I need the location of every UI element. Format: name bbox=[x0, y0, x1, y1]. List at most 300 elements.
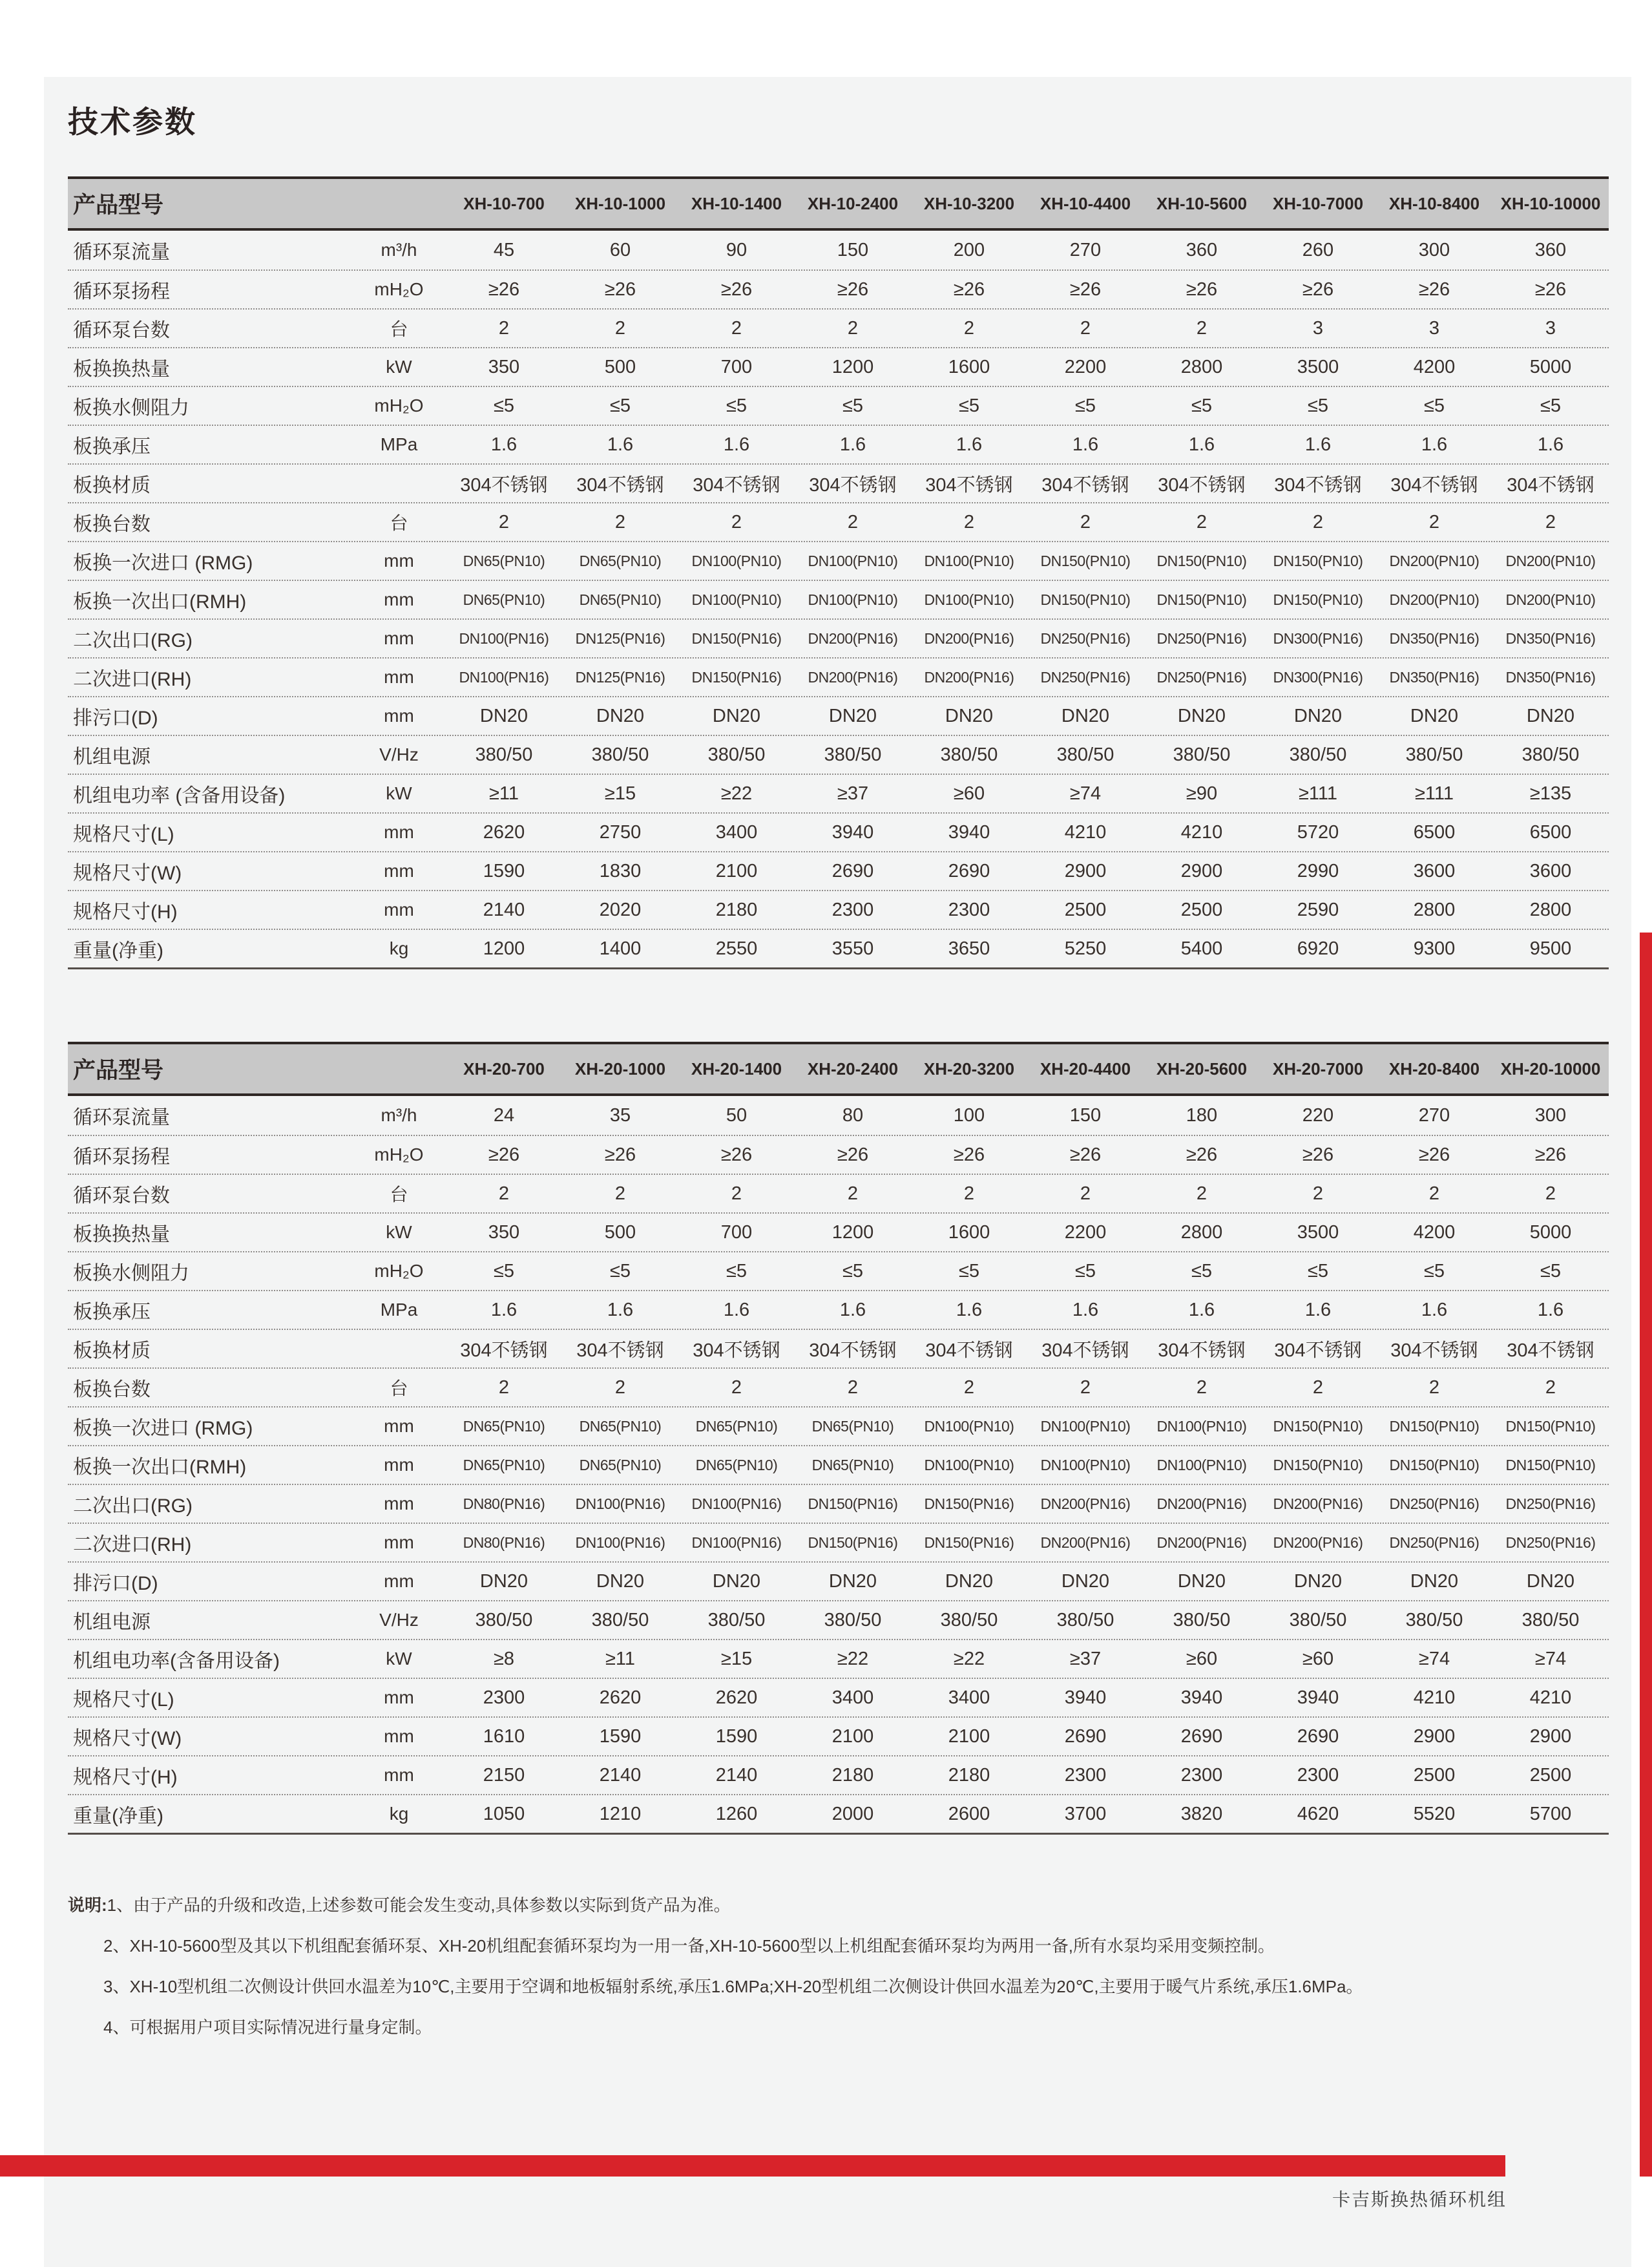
cell-value: 90 bbox=[726, 239, 748, 260]
cell-value: 2690 bbox=[948, 860, 990, 881]
cell-value: 350 bbox=[488, 1221, 520, 1243]
table-row bbox=[68, 1523, 1609, 1561]
cell-value: 380/50 bbox=[475, 1609, 533, 1630]
cell-value: 2180 bbox=[715, 899, 758, 920]
cell-value: 4210 bbox=[1180, 821, 1223, 843]
row-unit: mH₂O bbox=[374, 395, 424, 416]
column-header: XH-10-8400 bbox=[1388, 193, 1480, 213]
cell-value: 2 bbox=[498, 317, 510, 339]
cell-value: 2 bbox=[731, 1183, 742, 1204]
cell-value: DN100(PN16) bbox=[459, 629, 549, 647]
cell-value: ≥26 bbox=[604, 1144, 636, 1165]
column-header: XH-10-10000 bbox=[1500, 193, 1601, 213]
cell-value: 304不锈钢 bbox=[925, 474, 1013, 496]
cell-value: DN20 bbox=[1526, 1570, 1575, 1592]
row-label: 二次出口(RG) bbox=[73, 1495, 193, 1517]
cell-value: DN100(PN10) bbox=[808, 591, 898, 608]
cell-value: 1830 bbox=[599, 860, 642, 881]
cell-value: 4200 bbox=[1413, 1221, 1456, 1243]
cell-value: ≥26 bbox=[720, 1144, 753, 1165]
cell-value: DN20 bbox=[596, 705, 645, 726]
cell-value: 3700 bbox=[1064, 1803, 1107, 1824]
row-label: 板换材质 bbox=[73, 475, 151, 496]
cell-value: DN200(PN16) bbox=[1273, 1495, 1363, 1512]
cell-value: DN150(PN10) bbox=[1389, 1417, 1479, 1435]
cell-value: 304不锈钢 bbox=[460, 474, 548, 496]
row-label: 板换水侧阻力 bbox=[73, 1263, 189, 1284]
cell-value: DN150(PN16) bbox=[924, 1534, 1014, 1551]
cell-value: 4210 bbox=[1413, 1687, 1456, 1708]
table-row bbox=[68, 1755, 1609, 1794]
cell-value: 3820 bbox=[1180, 1803, 1223, 1824]
cell-value: 2900 bbox=[1180, 860, 1223, 881]
cell-value: DN20 bbox=[1293, 705, 1343, 726]
cell-value: 2 bbox=[498, 511, 510, 532]
cell-value: DN65(PN10) bbox=[811, 1456, 894, 1473]
table-row bbox=[68, 1096, 1609, 1135]
column-header: XH-10-3200 bbox=[923, 193, 1015, 213]
cell-value: DN65(PN10) bbox=[579, 591, 662, 608]
cell-value: 3600 bbox=[1413, 860, 1456, 881]
table-row bbox=[68, 812, 1609, 851]
cell-value: ≤5 bbox=[1540, 1260, 1562, 1281]
table-row bbox=[68, 1212, 1609, 1251]
cell-value: DN350(PN16) bbox=[1505, 668, 1596, 686]
cell-value: 2 bbox=[498, 1376, 510, 1398]
cell-value: 380/50 bbox=[1405, 744, 1463, 765]
cell-value: ≥22 bbox=[953, 1648, 985, 1669]
cell-value: ≥74 bbox=[1534, 1648, 1567, 1669]
cell-value: 3 bbox=[1312, 317, 1324, 339]
row-unit: mm bbox=[384, 551, 414, 571]
table-row bbox=[68, 1290, 1609, 1329]
cell-value: 2300 bbox=[1064, 1764, 1107, 1786]
spec-table-xh10 bbox=[68, 176, 1609, 969]
cell-value: 380/50 bbox=[940, 1609, 998, 1630]
cell-value: DN250(PN16) bbox=[1156, 629, 1247, 647]
cell-value: 2 bbox=[1196, 1183, 1208, 1204]
cell-value: DN250(PN16) bbox=[1389, 1495, 1479, 1512]
column-header: XH-10-700 bbox=[463, 193, 545, 213]
cell-value: ≤5 bbox=[1423, 1260, 1445, 1281]
column-header: XH-10-2400 bbox=[807, 193, 899, 213]
column-header: XH-20-4400 bbox=[1040, 1059, 1131, 1079]
row-label: 板换换热量 bbox=[73, 359, 170, 380]
cell-value: 2620 bbox=[483, 821, 525, 843]
table-header-row bbox=[68, 1044, 1609, 1096]
table-row bbox=[68, 1329, 1609, 1367]
cell-value: 2100 bbox=[948, 1725, 990, 1747]
cell-value: 60 bbox=[609, 239, 631, 260]
cell-value: 1400 bbox=[599, 938, 642, 959]
row-unit: mm bbox=[384, 1726, 414, 1746]
table-row bbox=[68, 1639, 1609, 1678]
table-row bbox=[68, 1561, 1609, 1600]
cell-value: 1.6 bbox=[1537, 1299, 1564, 1320]
cell-value: 2 bbox=[1312, 511, 1324, 532]
table-row bbox=[68, 541, 1609, 580]
cell-value: ≥90 bbox=[1186, 783, 1218, 804]
table-row bbox=[68, 657, 1609, 696]
cell-value: 380/50 bbox=[591, 1609, 649, 1630]
cell-value: 3940 bbox=[1297, 1687, 1339, 1708]
column-header: XH-20-700 bbox=[463, 1059, 545, 1079]
table-row bbox=[68, 696, 1609, 735]
cell-value: 4200 bbox=[1413, 356, 1456, 377]
cell-value: 2 bbox=[847, 1183, 859, 1204]
row-label: 二次出口(RG) bbox=[73, 630, 193, 651]
cell-value: 2500 bbox=[1413, 1764, 1456, 1786]
cell-value: 5720 bbox=[1297, 821, 1339, 843]
row-unit: 台 bbox=[390, 1378, 408, 1398]
cell-value: DN100(PN16) bbox=[459, 668, 549, 686]
cell-value: 2590 bbox=[1297, 899, 1339, 920]
cell-value: 304不锈钢 bbox=[809, 1340, 897, 1361]
cell-value: ≥26 bbox=[604, 279, 636, 300]
cell-value: 1.6 bbox=[607, 434, 634, 455]
cell-value: 2500 bbox=[1180, 899, 1223, 920]
cell-value: DN150(PN16) bbox=[808, 1534, 898, 1551]
cell-value: ≤5 bbox=[1074, 1260, 1096, 1281]
cell-value: 5700 bbox=[1529, 1803, 1572, 1824]
cell-value: DN200(PN10) bbox=[1505, 552, 1596, 569]
cell-value: 80 bbox=[842, 1104, 864, 1126]
cell-value: DN65(PN10) bbox=[463, 591, 545, 608]
cell-value: DN100(PN10) bbox=[808, 552, 898, 569]
table-row bbox=[68, 347, 1609, 386]
cell-value: DN125(PN16) bbox=[575, 668, 665, 686]
cell-value: 2 bbox=[963, 511, 975, 532]
row-unit: kW bbox=[386, 1649, 412, 1669]
column-header: XH-20-10000 bbox=[1500, 1059, 1601, 1079]
cell-value: 5400 bbox=[1180, 938, 1223, 959]
footer-red-bar bbox=[0, 2155, 1505, 2177]
cell-value: 3400 bbox=[715, 821, 758, 843]
cell-value: ≥11 bbox=[488, 783, 519, 804]
table-row bbox=[68, 1406, 1609, 1445]
cell-value: 1590 bbox=[483, 860, 525, 881]
table-row bbox=[68, 890, 1609, 929]
cell-value: 300 bbox=[1534, 1104, 1567, 1126]
cell-value: ≥37 bbox=[1069, 1648, 1102, 1669]
cell-value: 2 bbox=[1080, 511, 1091, 532]
cell-value: 380/50 bbox=[707, 1609, 766, 1630]
cell-value: 4620 bbox=[1297, 1803, 1339, 1824]
cell-value: 1.6 bbox=[1537, 434, 1564, 455]
table-row bbox=[68, 1678, 1609, 1716]
column-header: XH-20-7000 bbox=[1272, 1059, 1364, 1079]
cell-value: 380/50 bbox=[1289, 744, 1347, 765]
row-unit: mm bbox=[384, 861, 414, 881]
cell-value: ≥26 bbox=[1186, 279, 1218, 300]
cell-value: 2 bbox=[1428, 1183, 1440, 1204]
cell-value: ≥15 bbox=[604, 783, 636, 804]
row-unit: mm bbox=[384, 900, 414, 920]
column-header: XH-20-5600 bbox=[1156, 1059, 1248, 1079]
cell-value: DN150(PN16) bbox=[924, 1495, 1014, 1512]
cell-value: ≥37 bbox=[837, 783, 869, 804]
row-label: 规格尺寸(H) bbox=[73, 902, 178, 923]
table-row bbox=[68, 463, 1609, 502]
row-unit: mm bbox=[384, 822, 414, 842]
cell-value: DN150(PN10) bbox=[1505, 1456, 1596, 1473]
cell-value: DN300(PN16) bbox=[1273, 668, 1363, 686]
row-label: 二次进口(RH) bbox=[73, 669, 192, 690]
cell-value: 2690 bbox=[1297, 1725, 1339, 1747]
cell-value: ≥22 bbox=[837, 1648, 869, 1669]
cell-value: DN150(PN10) bbox=[1156, 552, 1247, 569]
cell-value: 380/50 bbox=[707, 744, 766, 765]
cell-value: 2300 bbox=[1180, 1764, 1223, 1786]
cell-value: 2 bbox=[1080, 317, 1091, 339]
cell-value: ≤5 bbox=[842, 1260, 864, 1281]
cell-value: 380/50 bbox=[824, 1609, 882, 1630]
cell-value: DN200(PN16) bbox=[1040, 1495, 1131, 1512]
cell-value: DN20 bbox=[945, 1570, 994, 1592]
cell-value: 1.6 bbox=[956, 1299, 983, 1320]
cell-value: ≥26 bbox=[1302, 1144, 1334, 1165]
notes-label: 说明: bbox=[68, 1895, 107, 1915]
row-label: 规格尺寸(W) bbox=[73, 1728, 182, 1749]
page-title: 技术参数 bbox=[68, 105, 197, 139]
cell-value: ≥22 bbox=[720, 783, 753, 804]
row-label: 板换一次出口(RMH) bbox=[73, 1457, 247, 1478]
cell-value: 304不锈钢 bbox=[1158, 474, 1246, 496]
cell-value: DN150(PN16) bbox=[691, 629, 782, 647]
cell-value: 304不锈钢 bbox=[1390, 474, 1478, 496]
table-row bbox=[68, 1251, 1609, 1290]
cell-value: 380/50 bbox=[591, 744, 649, 765]
row-label: 规格尺寸(L) bbox=[73, 824, 174, 845]
cell-value: 700 bbox=[720, 356, 753, 377]
row-label: 循环泵流量 bbox=[73, 1107, 170, 1128]
column-header: XH-20-8400 bbox=[1388, 1059, 1480, 1079]
cell-value: ≤5 bbox=[1307, 1260, 1329, 1281]
column-header: XH-20-1400 bbox=[691, 1059, 782, 1079]
row-unit: mH₂O bbox=[374, 1144, 424, 1165]
cell-value: 700 bbox=[720, 1221, 753, 1243]
cell-value: 2 bbox=[1545, 511, 1556, 532]
row-label: 排污口(D) bbox=[73, 708, 158, 729]
cell-value: ≥26 bbox=[488, 279, 520, 300]
row-label: 板换材质 bbox=[73, 1340, 151, 1362]
table-row bbox=[68, 735, 1609, 774]
note-item: 4、可根据用户项目实际情况进行量身定制。 bbox=[103, 2018, 432, 2037]
cell-value: ≤5 bbox=[726, 395, 748, 416]
cell-value: 2 bbox=[1080, 1376, 1091, 1398]
row-unit: MPa bbox=[380, 434, 418, 454]
cell-value: DN20 bbox=[1410, 1570, 1459, 1592]
cell-value: 2690 bbox=[831, 860, 874, 881]
row-unit: kg bbox=[389, 1804, 409, 1824]
cell-value: ≥26 bbox=[1534, 1144, 1567, 1165]
cell-value: 2690 bbox=[1180, 1725, 1223, 1747]
table-row bbox=[68, 502, 1609, 541]
cell-value: DN200(PN16) bbox=[1156, 1495, 1247, 1512]
cell-value: DN200(PN16) bbox=[1040, 1534, 1131, 1551]
cell-value: ≥74 bbox=[1418, 1648, 1450, 1669]
cell-value: 304不锈钢 bbox=[1041, 1340, 1129, 1361]
cell-value: 2300 bbox=[1297, 1764, 1339, 1786]
cell-value: 3650 bbox=[948, 938, 990, 959]
table-row bbox=[68, 1367, 1609, 1406]
products-header-label: 产品型号 bbox=[73, 1058, 164, 1083]
cell-value: 4210 bbox=[1064, 821, 1107, 843]
cell-value: DN200(PN16) bbox=[808, 629, 898, 647]
cell-value: 2300 bbox=[831, 899, 874, 920]
cell-value: 2 bbox=[1196, 511, 1208, 532]
cell-value: DN100(PN16) bbox=[575, 1495, 665, 1512]
cell-value: ≥26 bbox=[1534, 279, 1567, 300]
cell-value: 1.6 bbox=[490, 434, 518, 455]
cell-value: 380/50 bbox=[475, 744, 533, 765]
cell-value: ≤5 bbox=[842, 395, 864, 416]
cell-value: 1.6 bbox=[723, 434, 750, 455]
cell-value: DN350(PN16) bbox=[1389, 629, 1479, 647]
cell-value: ≤5 bbox=[1307, 395, 1329, 416]
cell-value: 6500 bbox=[1529, 821, 1572, 843]
cell-value: 500 bbox=[604, 356, 636, 377]
cell-value: 5000 bbox=[1529, 1221, 1572, 1243]
table-header-row bbox=[68, 179, 1609, 231]
cell-value: 2 bbox=[963, 317, 975, 339]
cell-value: 3600 bbox=[1529, 860, 1572, 881]
cell-value: 150 bbox=[1069, 1104, 1102, 1126]
cell-value: 2500 bbox=[1064, 899, 1107, 920]
row-unit: 台 bbox=[390, 319, 408, 339]
cell-value: DN200(PN16) bbox=[808, 668, 898, 686]
cell-value: 360 bbox=[1186, 239, 1218, 260]
cell-value: ≤5 bbox=[1191, 395, 1213, 416]
cell-value: 220 bbox=[1302, 1104, 1334, 1126]
note-item: 1、由于产品的升级和改造,上述参数可能会发生变动,具体参数以实际到货产品为准。 bbox=[107, 1895, 731, 1915]
cell-value: 2690 bbox=[1064, 1725, 1107, 1747]
cell-value: DN20 bbox=[1293, 1570, 1343, 1592]
cell-value: DN20 bbox=[828, 1570, 877, 1592]
cell-value: 2100 bbox=[831, 1725, 874, 1747]
table-row bbox=[68, 386, 1609, 425]
cell-value: DN100(PN10) bbox=[1040, 1456, 1131, 1473]
cell-value: 2 bbox=[498, 1183, 510, 1204]
cell-value: 1590 bbox=[715, 1725, 758, 1747]
cell-value: 2800 bbox=[1180, 356, 1223, 377]
cell-value: DN20 bbox=[712, 1570, 761, 1592]
cell-value: DN200(PN10) bbox=[1389, 552, 1479, 569]
note-item: 3、XH-10型机组二次侧设计供回水温差为10℃,主要用于空调和地板辐射系统,承压1.6MPa;XH-20型机组二次侧设计供回水温差为20℃,主要用于暖气片系统,承压1.6MPa。 bbox=[103, 1977, 1363, 1996]
cell-value: 2300 bbox=[948, 899, 990, 920]
column-header: XH-10-7000 bbox=[1272, 193, 1364, 213]
cell-value: ≤5 bbox=[726, 1260, 748, 1281]
footer-brand: 卡吉斯换热循环机组 bbox=[1332, 2189, 1507, 2209]
cell-value: DN65(PN10) bbox=[463, 1417, 545, 1435]
table-row bbox=[68, 929, 1609, 967]
cell-value: 2140 bbox=[715, 1764, 758, 1786]
cell-value: 3940 bbox=[948, 821, 990, 843]
cell-value: ≥60 bbox=[953, 783, 985, 804]
cell-value: 304不锈钢 bbox=[1041, 474, 1129, 496]
cell-value: 304不锈钢 bbox=[1274, 1340, 1362, 1361]
row-unit: kW bbox=[386, 783, 412, 803]
cell-value: ≥26 bbox=[953, 1144, 985, 1165]
cell-value: ≥60 bbox=[1302, 1648, 1334, 1669]
row-unit: kW bbox=[386, 357, 412, 377]
cell-value: DN100(PN10) bbox=[924, 1417, 1014, 1435]
row-label: 板换台数 bbox=[73, 1379, 151, 1400]
cell-value: 2 bbox=[614, 1183, 626, 1204]
cell-value: DN250(PN16) bbox=[1505, 1534, 1596, 1551]
right-red-stripe bbox=[1640, 933, 1652, 2177]
cell-value: 2 bbox=[614, 1376, 626, 1398]
table-row bbox=[68, 231, 1609, 269]
cell-value: 3550 bbox=[831, 938, 874, 959]
spec-table-xh20 bbox=[68, 1042, 1609, 1835]
cell-value: 2 bbox=[731, 511, 742, 532]
row-unit: mm bbox=[384, 1571, 414, 1591]
cell-value: DN200(PN10) bbox=[1505, 591, 1596, 608]
row-label: 循环泵台数 bbox=[73, 320, 170, 341]
cell-value: 2 bbox=[847, 511, 859, 532]
cell-value: DN150(PN10) bbox=[1505, 1417, 1596, 1435]
row-label: 机组电源 bbox=[73, 1612, 151, 1633]
cell-value: 2140 bbox=[483, 899, 525, 920]
cell-value: 304不锈钢 bbox=[460, 1340, 548, 1361]
table-row bbox=[68, 1794, 1609, 1833]
row-unit: V/Hz bbox=[379, 1610, 419, 1630]
cell-value: 2020 bbox=[599, 899, 642, 920]
row-label: 板换一次进口 (RMG) bbox=[73, 1418, 253, 1439]
cell-value: 3400 bbox=[831, 1687, 874, 1708]
cell-value: 2 bbox=[1545, 1183, 1556, 1204]
table-row bbox=[68, 580, 1609, 618]
cell-value: 9300 bbox=[1413, 938, 1456, 959]
cell-value: 2800 bbox=[1529, 899, 1572, 920]
row-unit: mm bbox=[384, 1416, 414, 1436]
cell-value: DN150(PN10) bbox=[1273, 591, 1363, 608]
cell-value: 1.6 bbox=[1188, 1299, 1215, 1320]
cell-value: 380/50 bbox=[1521, 744, 1580, 765]
cell-value: DN100(PN10) bbox=[1156, 1417, 1247, 1435]
cell-value: 1.6 bbox=[1304, 434, 1332, 455]
row-label: 板换换热量 bbox=[73, 1224, 170, 1245]
table-row bbox=[68, 1135, 1609, 1174]
cell-value: 5000 bbox=[1529, 356, 1572, 377]
cell-value: 2 bbox=[963, 1376, 975, 1398]
cell-value: DN20 bbox=[1061, 1570, 1110, 1592]
cell-value: DN65(PN10) bbox=[463, 1456, 545, 1473]
cell-value: DN200(PN16) bbox=[924, 668, 1014, 686]
cell-value: 1.6 bbox=[1188, 434, 1215, 455]
cell-value: 270 bbox=[1418, 1104, 1450, 1126]
column-header: XH-10-5600 bbox=[1156, 193, 1248, 213]
cell-value: ≥26 bbox=[837, 1144, 869, 1165]
cell-value: ≤5 bbox=[1074, 395, 1096, 416]
row-unit: mm bbox=[384, 1687, 414, 1707]
cell-value: 100 bbox=[953, 1104, 985, 1126]
cell-value: DN65(PN10) bbox=[695, 1456, 778, 1473]
row-unit: mm bbox=[384, 706, 414, 726]
row-unit: mH₂O bbox=[374, 1261, 424, 1281]
row-unit: 台 bbox=[390, 1185, 408, 1205]
cell-value: DN250(PN16) bbox=[1505, 1495, 1596, 1512]
row-unit: mm bbox=[384, 1532, 414, 1552]
cell-value: 2180 bbox=[948, 1764, 990, 1786]
cell-value: 2900 bbox=[1064, 860, 1107, 881]
cell-value: 2 bbox=[963, 1183, 975, 1204]
cell-value: ≥26 bbox=[720, 279, 753, 300]
cell-value: 1600 bbox=[948, 356, 990, 377]
cell-value: DN150(PN10) bbox=[1273, 1417, 1363, 1435]
cell-value: DN20 bbox=[1061, 705, 1110, 726]
